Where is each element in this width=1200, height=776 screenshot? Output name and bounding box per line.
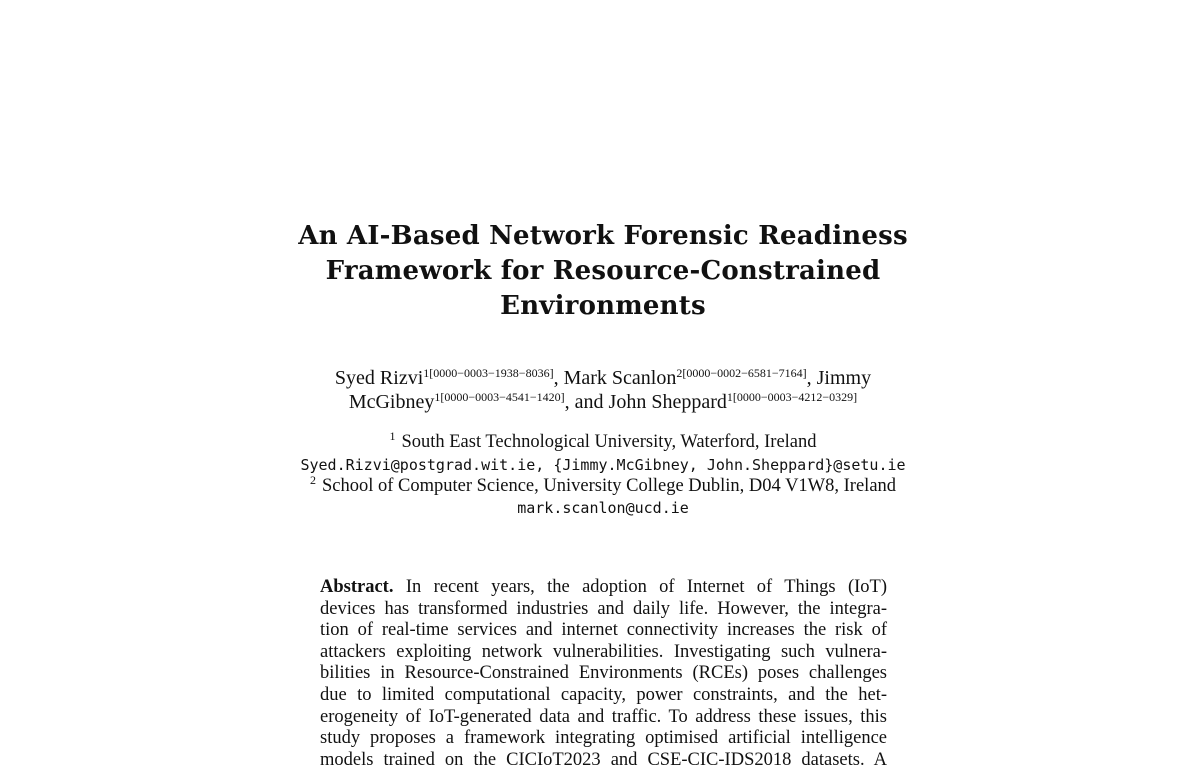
author-name: Syed Rizvi <box>334 367 424 389</box>
author-affil-orcid: 1[0000−0003−4212−0329] <box>726 390 858 404</box>
abstract-line: models trained on the CICIoT2023 and CSE-CIC-IDS2018 datasets. A <box>320 749 887 770</box>
author-line: McGibney$^{1[0000-0003-4541-1420]}$, and John Sheppard$^{1[0000-0003-4212-0329]}$ <box>348 390 858 413</box>
abstract-line: study proposes a framework integrating optimised artificial intelligence <box>320 728 887 749</box>
affiliation-text: School of Computer Science, University College Dublin, D04 V1W8, Ireland <box>321 476 897 496</box>
abstract-line: due to limited computational capacity, power constraints, and the het- <box>320 684 887 705</box>
author-affil-orcid: 1[0000−0003−1938−8036] <box>423 366 554 380</box>
author-name: John Sheppard <box>608 391 727 413</box>
author-name: Mark Scanlon <box>563 367 677 389</box>
abstract <box>320 577 887 771</box>
abstract-line: Abstract. In recent years, the adoption of Internet of Things (IoT) <box>320 577 888 597</box>
affiliation-1-email: Syed.Rizvi@postgrad.wit.ie, {Jimmy.McGibney, John.Sheppard}@setu.ie <box>300 456 906 474</box>
author-line: Syed Rizvi$^{1[0000-0003-1938-8036]}$, Mark Scanlon$^{2[0000-0002-6581-7164]}$, Jimmy <box>334 366 872 389</box>
author-list <box>260 366 946 414</box>
abstract-label: Abstract. <box>320 577 394 597</box>
title-line: Framework for Resource-Constrained <box>325 256 881 286</box>
affiliation-number: 1 <box>389 429 396 443</box>
author-affil-orcid: 2[0000−0002−6581−7164] <box>676 366 807 380</box>
paper-title <box>250 219 956 324</box>
author-name-part: Jimmy <box>816 367 872 389</box>
affiliation-1 <box>260 429 946 453</box>
title-line: Environments <box>500 291 706 321</box>
abstract-line: attackers exploiting network vulnerabilities. Investigating such vulnera- <box>320 641 887 662</box>
abstract-line: tion of real-time services and internet connectivity increases the risk of <box>320 620 887 641</box>
affiliation-number: 2 <box>309 473 316 487</box>
affiliation-2 <box>260 473 946 497</box>
abstract-line: devices has transformed industries and daily life. However, the integra- <box>320 598 887 619</box>
abstract-line: bilities in Resource-Constrained Environments (RCEs) poses challenges <box>320 663 887 684</box>
author-affil-orcid: 1[0000−0003−4541−1420] <box>434 390 565 404</box>
affiliation-text: South East Technological University, Waterford, Ireland <box>401 432 817 452</box>
title-line: An AI-Based Network Forensic Readiness <box>298 221 908 251</box>
affiliation-2-email: mark.scanlon@ucd.ie <box>517 499 689 517</box>
abstract-line: erogeneity of IoT-generated data and traffic. To address these issues, this <box>320 706 887 727</box>
author-name-part: McGibney <box>348 391 435 413</box>
